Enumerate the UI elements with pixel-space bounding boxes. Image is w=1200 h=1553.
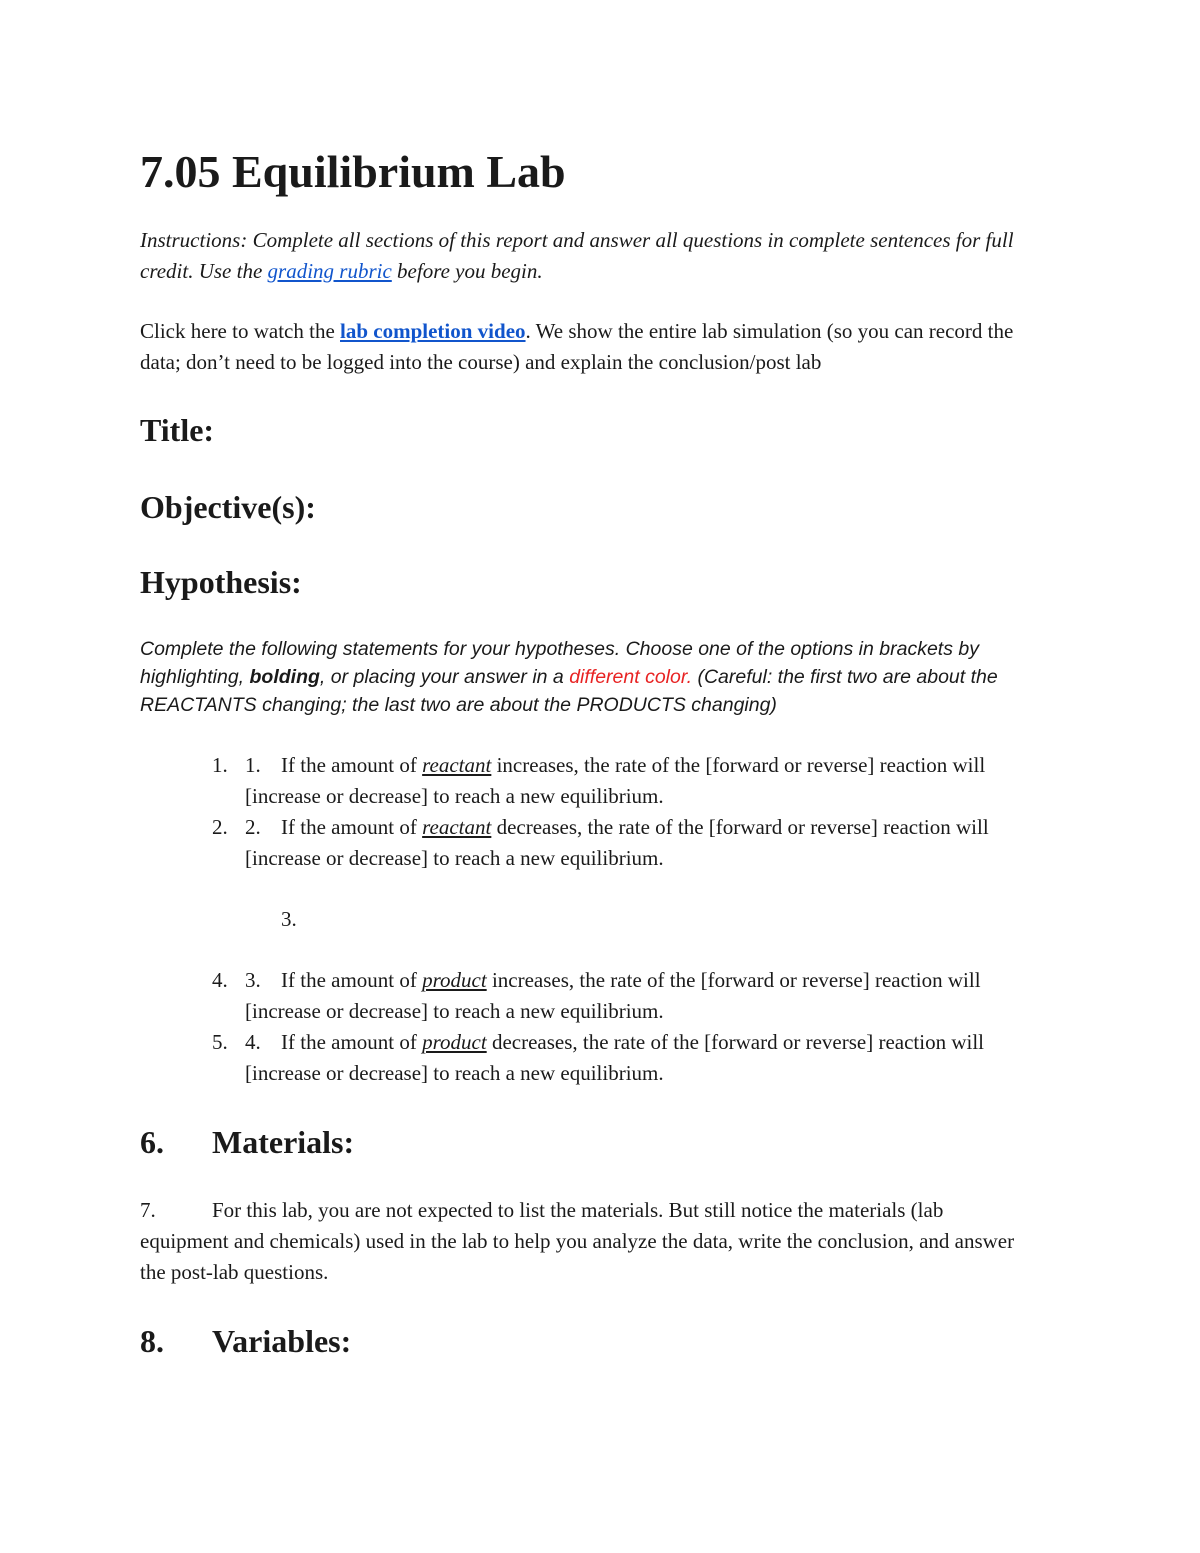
variables-heading: Variables: xyxy=(212,1323,352,1359)
variables-number: 8. xyxy=(140,1323,164,1359)
list-sub-number: 2. xyxy=(245,815,261,839)
hypothesis-statement-continued: [increase or decrease] to reach a new equilibrium. xyxy=(245,1061,664,1085)
statement-term: reactant xyxy=(422,753,492,777)
video-line-1 xyxy=(140,316,1013,347)
hypothesis-heading: Hypothesis: xyxy=(140,564,302,600)
statement-start: If the amount of xyxy=(281,815,423,839)
hypothesis-statement xyxy=(281,965,981,996)
video-text-start: Click here to watch the xyxy=(140,319,341,343)
stray-list-number: 3. xyxy=(281,907,297,931)
materials-heading: Materials: xyxy=(212,1124,355,1160)
statement-start: If the amount of xyxy=(281,968,423,992)
statement-end: increases, the rate of the [forward or reverse] reaction will xyxy=(486,968,981,992)
materials-number: 6. xyxy=(140,1124,164,1160)
intro-text-b: , or placing your answer in a xyxy=(319,666,570,688)
hypothesis-statement-continued: [increase or decrease] to reach a new equilibrium. xyxy=(245,999,664,1023)
grading-rubric-link[interactable]: grading rubric xyxy=(267,259,392,283)
materials-line-3: the post-lab questions. xyxy=(140,1260,329,1284)
hypothesis-statement xyxy=(281,750,985,781)
list-number: 4. xyxy=(212,968,228,992)
materials-line-1: For this lab, you are not expected to list the materials. But still notice the materials (lab xyxy=(212,1198,944,1222)
hypothesis-statement xyxy=(281,812,989,843)
hypothesis-intro-line-2 xyxy=(140,663,998,691)
intro-text-c: (Careful: the first two are about the xyxy=(692,666,998,688)
intro-text-a: highlighting, xyxy=(140,666,250,688)
video-line-2: data; don’t need to be logged into the course) and explain the conclusion/post lab xyxy=(140,350,822,374)
instructions-text: Instructions: Complete all sections of this report and answer all questions in complete sentences for full xyxy=(140,228,1014,252)
bolding-word: bolding xyxy=(249,666,320,688)
page-title: 7.05 Equilibrium Lab xyxy=(140,146,566,197)
list-number: 1. xyxy=(212,753,228,777)
instructions-text-end: before you begin. xyxy=(391,259,543,283)
statement-end: decreases, the rate of the [forward or reverse] reaction will xyxy=(486,1030,985,1054)
statement-end: increases, the rate of the [forward or reverse] reaction will xyxy=(491,753,986,777)
video-text-end: . We show the entire lab simulation (so you can record the xyxy=(525,319,1014,343)
hypothesis-intro-line-1: Complete the following statements for your hypotheses. Choose one of the options in brackets by xyxy=(140,638,979,660)
list-number: 5. xyxy=(212,1030,228,1054)
hypothesis-intro-line-3: REACTANTS changing; the last two are about the PRODUCTS changing) xyxy=(140,694,777,716)
statement-term: reactant xyxy=(422,815,492,839)
materials-line-2: equipment and chemicals) used in the lab to help you analyze the data, write the conclusion, and answer xyxy=(140,1229,1015,1253)
list-number: 2. xyxy=(212,815,228,839)
hypothesis-statement-continued: [increase or decrease] to reach a new equilibrium. xyxy=(245,846,664,870)
instructions-line-2 xyxy=(140,256,543,287)
list-sub-number: 3. xyxy=(245,968,261,992)
hypothesis-statement-continued: [increase or decrease] to reach a new equilibrium. xyxy=(245,784,664,808)
instructions-line-1 xyxy=(140,225,1014,256)
title-heading: Title: xyxy=(140,412,215,448)
materials-paragraph-number: 7. xyxy=(140,1198,156,1222)
different-color-word: different color. xyxy=(569,666,693,688)
list-sub-number: 4. xyxy=(245,1030,261,1054)
statement-end: decreases, the rate of the [forward or reverse] reaction will xyxy=(491,815,989,839)
statement-term: product xyxy=(422,1030,487,1054)
statement-start: If the amount of xyxy=(281,1030,423,1054)
hypothesis-statement xyxy=(281,1027,984,1058)
statement-start: If the amount of xyxy=(281,753,423,777)
statement-term: product xyxy=(422,968,487,992)
objective-heading: Objective(s): xyxy=(140,489,316,525)
lab-completion-video-link[interactable]: lab completion video xyxy=(340,319,526,343)
list-sub-number: 1. xyxy=(245,753,261,777)
instructions-text-start: credit. Use the xyxy=(140,259,268,283)
